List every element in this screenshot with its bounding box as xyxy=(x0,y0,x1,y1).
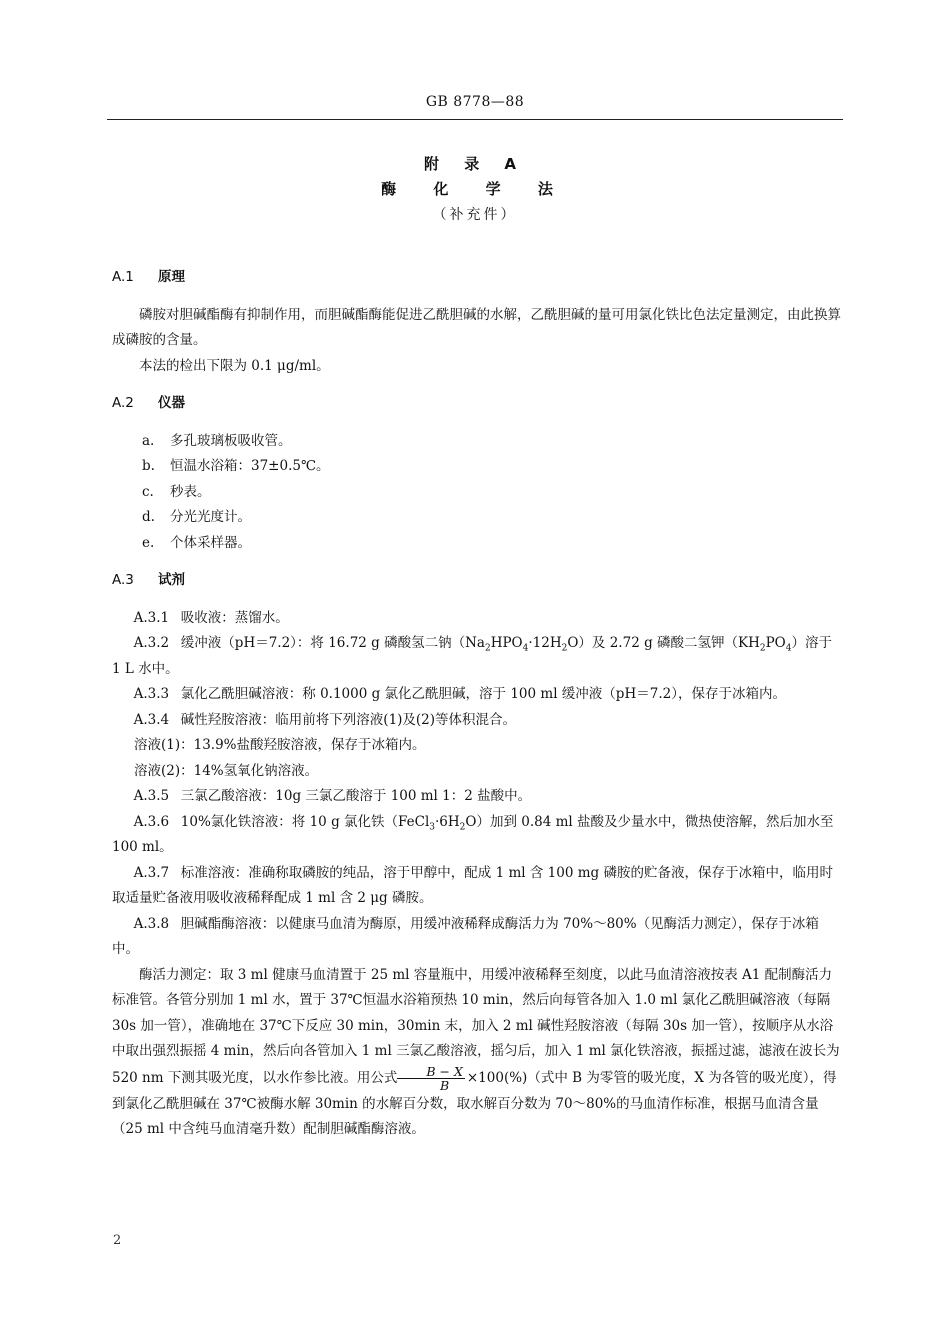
section-title: 仪器 xyxy=(158,395,185,411)
section-number: A.1 xyxy=(112,269,134,285)
formula-fraction: $\frac{B - X}{B}$ xyxy=(397,1065,465,1092)
subsection-a3-1: A.3.1 吸收液：蒸馏水。 xyxy=(133,609,289,626)
subsection-a3-4: A.3.4 碱性羟胺溶液：临用前将下列溶液(1)及(2)等体积混合。 xyxy=(133,711,517,728)
section-title: 原理 xyxy=(158,269,185,285)
subsection-a3-5: A.3.5 三氯乙酸溶液：10g 三氯乙酸溶于 100 ml 1：2 盐酸中。 xyxy=(133,788,532,804)
document-body xyxy=(112,265,842,1143)
list-item: d. 分光光度计。 xyxy=(142,509,251,525)
paragraph: 本法的检出下限为 0.1 μg/ml。 xyxy=(139,357,330,374)
method-title: 酶 化 学 法 xyxy=(381,180,569,198)
standard-code: GB 8778—88 xyxy=(425,94,525,110)
section-heading-a1 xyxy=(112,265,842,291)
list-item: e. 个体采样器。 xyxy=(142,534,251,551)
appendix-title: 附 录 A xyxy=(423,155,527,173)
section-title: 试剂 xyxy=(158,572,185,588)
subsection-a3-2: A.3.2 缓冲液（pH＝7.2）：将 16.72 g 磷酸氢二钠$(Na_2HPO_4\cdot 12H_2O)$及 2.72 g 磷酸二氢钾$(KH_2PO_4)$溶于 1 L 水中。 xyxy=(112,635,832,677)
appendix-note: （补充件） xyxy=(432,207,518,223)
subsection-a3-8: A.3.8 胆碱酯酶溶液：以健康马血清为酶原，用缓冲液稀释成酶活力为 70%～80%（见酶活力测定），保存于冰箱中。 xyxy=(112,915,819,957)
solution-2-line: 溶液(2)：14%氢氧化钠溶液。 xyxy=(134,762,319,779)
header-rule xyxy=(107,119,843,120)
subsection-a3-6: A.3.6 10%氯化铁溶液：将 10 g 氯化铁$(FeCl_3\cdot 6H_2O)$加到 0.84 ml 盐酸及少量水中，微热使溶解，然后加水至 100 ml。 xyxy=(112,813,834,855)
solution-1-line: 溶液(1)：13.9%盐酸羟胺溶液，保存于冰箱内。 xyxy=(134,737,426,753)
subsection-a3-3: A.3.3 氯化乙酰胆碱溶液：称 0.1000 g 氯化乙酰胆碱，溶于 100 ml 缓冲液（pH＝7.2），保存于冰箱内。 xyxy=(133,686,786,702)
list-item: c. 秒表。 xyxy=(142,483,211,500)
enzyme-activity-paragraph: 酶活力测定：取 3 ml 健康马血清置于 25 ml 容量瓶中，用缓冲液稀释至刻度，以此马血清溶液按表 A1 配制酶活力标准管。各管分别加 1 ml 水，置于 37℃恒温水浴箱预热 10 min，然后向每管各加入 1.0 ml 氯化乙酰胆碱溶液（每隔 30s 加一管），准确地在 37℃下反应 30 min，30min 末，加入 2 ml 碱性羟胺溶液（每隔 30s 加一管），按顺序从水浴中取出强烈振摇 4 min，然后向各管加入 1 ml 三氯乙酸溶液，摇匀后，加入 1 ml 氯化铁溶液，振摇过滤，滤液在波长为 520 nm 下测其吸光度，以水作参比液。用公式 $\frac{B - X}{B}$ ×100(%)（式中 B 为零管的吸光度，X 为各管的吸光度），得到氯化乙酰胆碱在 37℃被酶水解 30min 的水解百分数，取水解百分数为 70～80%的马血清作标准，根据马血清含量（25 ml 中含纯马血清毫升数）配制胆碱酯酶溶液。 xyxy=(112,966,840,1137)
section-heading-a3 xyxy=(112,568,842,594)
paragraph: 磷胺对胆碱酯酶有抑制作用，而胆碱酯酶能促进乙酰胆碱的水解，乙酰胆碱的量可用氯化铁比色法定量测定，由此换算成磷胺的含量。 xyxy=(112,306,841,348)
list-item: b. 恒温水浴箱：37±0.5℃。 xyxy=(142,458,330,474)
subsection-a3-7: A.3.7 标准溶液：准确称取磷胺的纯品，溶于甲醇中，配成 1 ml 含 100 mg 磷胺的贮备液，保存于冰箱中，临用时取适量贮备液用吸收液稀释配成 1 ml 含 2 μg 磷胺。 xyxy=(112,864,833,906)
page-number: 2 xyxy=(113,1233,122,1248)
section-number: A.2 xyxy=(112,395,134,411)
section-number: A.3 xyxy=(112,572,134,588)
section-heading-a2 xyxy=(112,391,842,417)
list-item: a. 多孔玻璃板吸收管。 xyxy=(142,432,292,449)
